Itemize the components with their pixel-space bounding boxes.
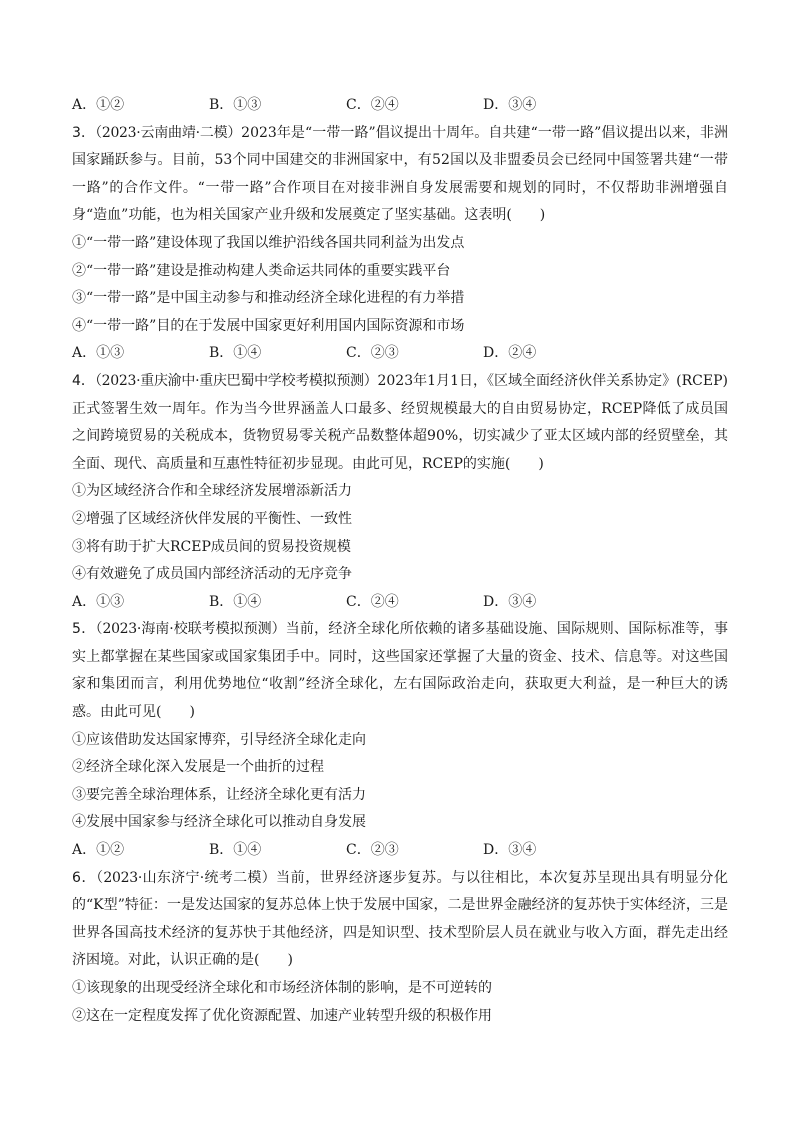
question-stem bbox=[72, 865, 728, 975]
option-a[interactable]: A．①② bbox=[72, 842, 125, 859]
option-c[interactable]: C．②③ bbox=[346, 345, 399, 362]
question-number: 6． bbox=[72, 869, 97, 886]
statement-1: ①应该借助发达国家博弈，引导经济全球化走向 bbox=[72, 731, 366, 748]
option-c[interactable]: C．②④ bbox=[346, 593, 399, 610]
statement-3: ③“一带一路”是中国主动参与和推动经济全球化进程的有力举措 bbox=[72, 290, 465, 307]
question-source: （2023·云南曲靖·二模） bbox=[95, 124, 242, 141]
question-5 bbox=[72, 616, 728, 864]
question-text: 2023年是“一带一路”倡议提出十周年。自共建“一带一路”倡议提出以来，非洲国家踊跃参与。目前，53个同中国建交的非洲国家中，有52国以及非盟委员会已经同中国签署共建“一带一路”的合作文件。“一带一路”合作项目在对接非洲自身发展需要和规划的同时，不仅帮助非洲增强自身“造血”功能，也为相关国家产业升级和发展奠定了坚实基础。这表明( ) bbox=[72, 124, 728, 224]
option-b[interactable]: B．①③ bbox=[209, 97, 262, 113]
exam-page bbox=[72, 92, 728, 1030]
question-stem bbox=[72, 368, 728, 478]
statement-4: ④有效避免了成员国内部经济活动的无序竞争 bbox=[72, 566, 352, 583]
question-source: （2023·重庆渝中·重庆巴蜀中学校考模拟预测） bbox=[94, 372, 378, 389]
question-3 bbox=[72, 120, 728, 368]
option-d[interactable]: D．③④ bbox=[483, 593, 537, 610]
statement-1: ①该现象的出现受经济全球化和市场经济体制的影响，是不可逆转的 bbox=[72, 980, 492, 996]
question-stem bbox=[72, 120, 728, 230]
option-a[interactable]: A．①③ bbox=[72, 345, 125, 362]
option-c[interactable]: C．②④ bbox=[346, 97, 399, 113]
statement-3: ③将有助于扩大RCEP成员间的贸易投资规模 bbox=[72, 538, 351, 555]
question-number: 3． bbox=[72, 124, 96, 141]
statement-4: ④“一带一路”目的在于发展中国家更好利用国内国际资源和市场 bbox=[72, 317, 465, 334]
question-stem bbox=[72, 616, 728, 726]
question-text: 2023年1月1日，《区域全面经济伙伴关系协定》(RCEP)正式签署生效一周年。作为当今世界涵盖人口最多、经贸规模最大的自由贸易协定，RCEP降低了成员国之间跨境贸易的关税成本，货物贸易零关税产品数整体超90%，切实减少了亚太区域内部的经贸壁垒，其全面、现代、高质量和互惠性特征初步显现。由此可见，RCEP的实施( ) bbox=[72, 372, 728, 472]
statement-1: ①为区域经济合作和全球经济发展增添新活力 bbox=[72, 483, 352, 500]
question-text: 当前，世界经济逐步复苏。与以往相比，本次复苏呈现出具有明显分化的“K型”特征：一是发达国家的复苏总体上快于发展中国家，二是世界金融经济的复苏快于实体经济，三是世界各国高技术经济的复苏快于其他经济，四是知识型、技术型阶层人员在就业与收入方面，群先走出经济困境。对此，认识正确的是( ) bbox=[72, 869, 728, 969]
option-c[interactable]: C．②③ bbox=[346, 842, 399, 859]
question-text: 当前，经济全球化所依赖的诸多基础设施、国际规则、国际标准等，事实上都掌握在某些国家或国家集团手中。同时，这些国家还掌握了大量的资金、技术、信息等。对这些国家和集团而言，利用优势地位“收割”经济全球化，左右国际政治走向，获取更大利益，是一种巨大的诱惑。由此可见( ) bbox=[72, 621, 729, 721]
option-b[interactable]: B．①④ bbox=[209, 345, 262, 362]
option-d[interactable]: D．③④ bbox=[483, 842, 537, 859]
option-d[interactable]: D．②④ bbox=[483, 345, 537, 362]
statement-3: ③要完善全球治理体系，让经济全球化更有活力 bbox=[72, 786, 366, 803]
statement-1: ①“一带一路”建设体现了我国以维护沿线各国共同利益为出发点 bbox=[72, 234, 465, 251]
statement-4: ④发展中国家参与经济全球化可以推动自身发展 bbox=[72, 814, 366, 831]
question-source: （2023·山东济宁·统考二模） bbox=[96, 869, 277, 886]
question-number: 5． bbox=[72, 621, 96, 638]
statement-2: ②这在一定程度发挥了优化资源配置、加速产业转型升级的积极作用 bbox=[72, 1007, 492, 1024]
option-d[interactable]: D．③④ bbox=[483, 97, 537, 113]
question-4 bbox=[72, 368, 728, 616]
question-source: （2023·海南·校联考模拟预测） bbox=[95, 621, 286, 638]
statement-2: ②经济全球化深入发展是一个曲折的过程 bbox=[72, 759, 324, 776]
option-a[interactable]: A．①② bbox=[72, 97, 125, 113]
option-a[interactable]: A．①③ bbox=[72, 593, 125, 610]
options-row bbox=[72, 837, 728, 865]
statement-2: ②“一带一路”建设是推动构建人类命运共同体的重要实践平台 bbox=[72, 262, 451, 279]
question-6 bbox=[72, 865, 728, 1031]
options-row bbox=[72, 589, 728, 617]
options-row bbox=[72, 340, 728, 368]
option-b[interactable]: B．①④ bbox=[209, 842, 262, 859]
statement-2: ②增强了区域经济伙伴发展的平衡性、一致性 bbox=[72, 510, 352, 527]
question-number: 4． bbox=[72, 372, 95, 389]
options-row-q2 bbox=[72, 92, 728, 120]
option-b[interactable]: B．①④ bbox=[209, 593, 262, 610]
